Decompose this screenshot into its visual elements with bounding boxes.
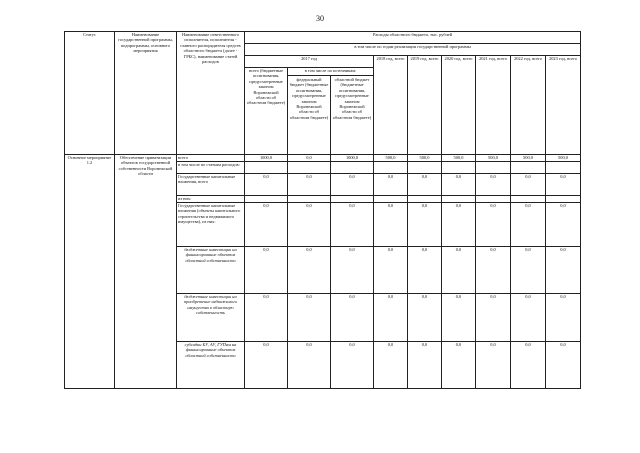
- main-status: Основное мероприятие 1.2: [65, 155, 115, 389]
- cell-value: 1000,0: [331, 155, 374, 162]
- cell-value: 0,0: [245, 174, 288, 196]
- row-label: в том числе по статьям расходов:: [177, 162, 245, 174]
- row-label: бюджетные инвестиции на финансирование объектов областной собственности: [177, 247, 245, 294]
- cell-value: 1000,0: [245, 155, 288, 162]
- cell-value: 0,0: [374, 342, 408, 389]
- cell-value: 0,0: [511, 247, 546, 294]
- cell-value: 500,0: [511, 155, 546, 162]
- cell-value: 500,0: [408, 155, 442, 162]
- cell-value: 0,0: [374, 203, 408, 247]
- cell-value: 0,0: [546, 247, 581, 294]
- cell-value: 0,0: [331, 247, 374, 294]
- cell-value: 0,0: [288, 342, 331, 389]
- header-2017-sources: [288, 68, 374, 155]
- header-2017: 2017 год: [245, 56, 374, 68]
- row-label: Государственные капитальные вложения (объекты капитального строительства и недвижимого имущества), из них:: [177, 203, 245, 247]
- cell-value: 0,0: [288, 174, 331, 196]
- cell-value: 0,0: [245, 247, 288, 294]
- main-name: Обеспечение приватизации объектов государственной собственности Воронежской области: [115, 155, 177, 389]
- cell-value: 0,0: [476, 247, 511, 294]
- header-2019: 2019 год, всего: [408, 56, 442, 155]
- header-status: Статус: [65, 32, 115, 155]
- cell-value: 0,0: [245, 342, 288, 389]
- cell-value: 0,0: [476, 174, 511, 196]
- header-2020: 2020 год, всего: [442, 56, 476, 155]
- header-by-years: в том числе по годам реализации государственной программы: [245, 44, 581, 56]
- row-label: субсидии БУ, АУ, ГУПам на финансирование объектов областной собственности: [177, 342, 245, 389]
- cell-value: 0,0: [408, 174, 442, 196]
- cell-value: 0,0: [331, 294, 374, 342]
- cell-value: 0,0: [442, 294, 476, 342]
- header-including-sources: в том числе по источникам:: [288, 68, 373, 76]
- cell-value: 0,0: [511, 203, 546, 247]
- cell-value: 0,0: [374, 247, 408, 294]
- cell-value: 500,0: [374, 155, 408, 162]
- cell-value: 0,0: [374, 294, 408, 342]
- cell-value: 0,0: [245, 294, 288, 342]
- header-2018: 2018 год, всего: [374, 56, 408, 155]
- cell-value: 0,0: [408, 247, 442, 294]
- cell-value: 0,0: [442, 174, 476, 196]
- cell-value: 500,0: [476, 155, 511, 162]
- header-program-name: Наименование государственной программы, подпрограммы, основного мероприятия: [115, 32, 177, 155]
- header-2017-total: [245, 68, 288, 155]
- cell-value: 0,0: [408, 203, 442, 247]
- page-number: 30: [316, 14, 324, 23]
- cell-value: 0,0: [476, 294, 511, 342]
- cell-value: 0,0: [546, 342, 581, 389]
- header-2023: 2023 год, всего: [546, 56, 581, 155]
- cell-value: 0,0: [546, 203, 581, 247]
- cell-value: 0,0: [476, 342, 511, 389]
- cell-value: 0,0: [331, 203, 374, 247]
- cell-value: 0,0: [331, 174, 374, 196]
- header-2022: 2022 год, всего: [511, 56, 546, 155]
- cell-value: 0,0: [288, 203, 331, 247]
- cell-value: 0,0: [442, 247, 476, 294]
- cell-value: 0,0: [511, 174, 546, 196]
- cell-value: 0,0: [442, 203, 476, 247]
- cell-value: 0,0: [408, 342, 442, 389]
- header-executor-name: Наименование ответственного исполнителя, исполнителя - главного распорядителя средств областного бюджета (далее - ГРБС), наименование статей расходов: [177, 32, 245, 155]
- header-regional: областной бюджет (бюджетные ассигнования, предусмотренные законом Воронежской области об областном бюджете): [332, 77, 372, 120]
- cell-value: 0,0: [288, 247, 331, 294]
- row-label: бюджетные инвестиции на приобретение недвижимого имущества в областную собственность: [177, 294, 245, 342]
- cell-value: 0,0: [408, 294, 442, 342]
- cell-value: 0,0: [245, 203, 288, 247]
- row-label: всего: [177, 155, 245, 162]
- header-2021: 2021 год, всего: [476, 56, 511, 155]
- cell-value: 500,0: [546, 155, 581, 162]
- header-federal: федеральный бюджет (бюджетные ассигнования, предусмотренные законом Воронежской области об областном бюджете): [288, 76, 331, 154]
- cell-value: 0,0: [288, 294, 331, 342]
- cell-value: 0,0: [288, 155, 331, 162]
- cell-value: 0,0: [442, 342, 476, 389]
- cell-value: 0,0: [374, 174, 408, 196]
- cell-value: 0,0: [476, 203, 511, 247]
- cell-value: 500,0: [442, 155, 476, 162]
- cell-value: 0,0: [511, 342, 546, 389]
- budget-table: [64, 31, 581, 389]
- cell-value: 0,0: [511, 294, 546, 342]
- cell-value: 0,0: [331, 342, 374, 389]
- cell-value: 0,0: [546, 174, 581, 196]
- cell-value: 0,0: [546, 294, 581, 342]
- row-label: из них:: [177, 196, 245, 203]
- header-2017-total-text: всего (бюджетные ассигнования, предусмотренные законом Воронежской области об областном бюджете): [246, 68, 286, 106]
- row-label: Государственные капитальные вложения, всего: [177, 174, 245, 196]
- header-expenses: Расходы областного бюджета, тыс. рублей: [245, 32, 581, 44]
- table-row: [65, 155, 581, 162]
